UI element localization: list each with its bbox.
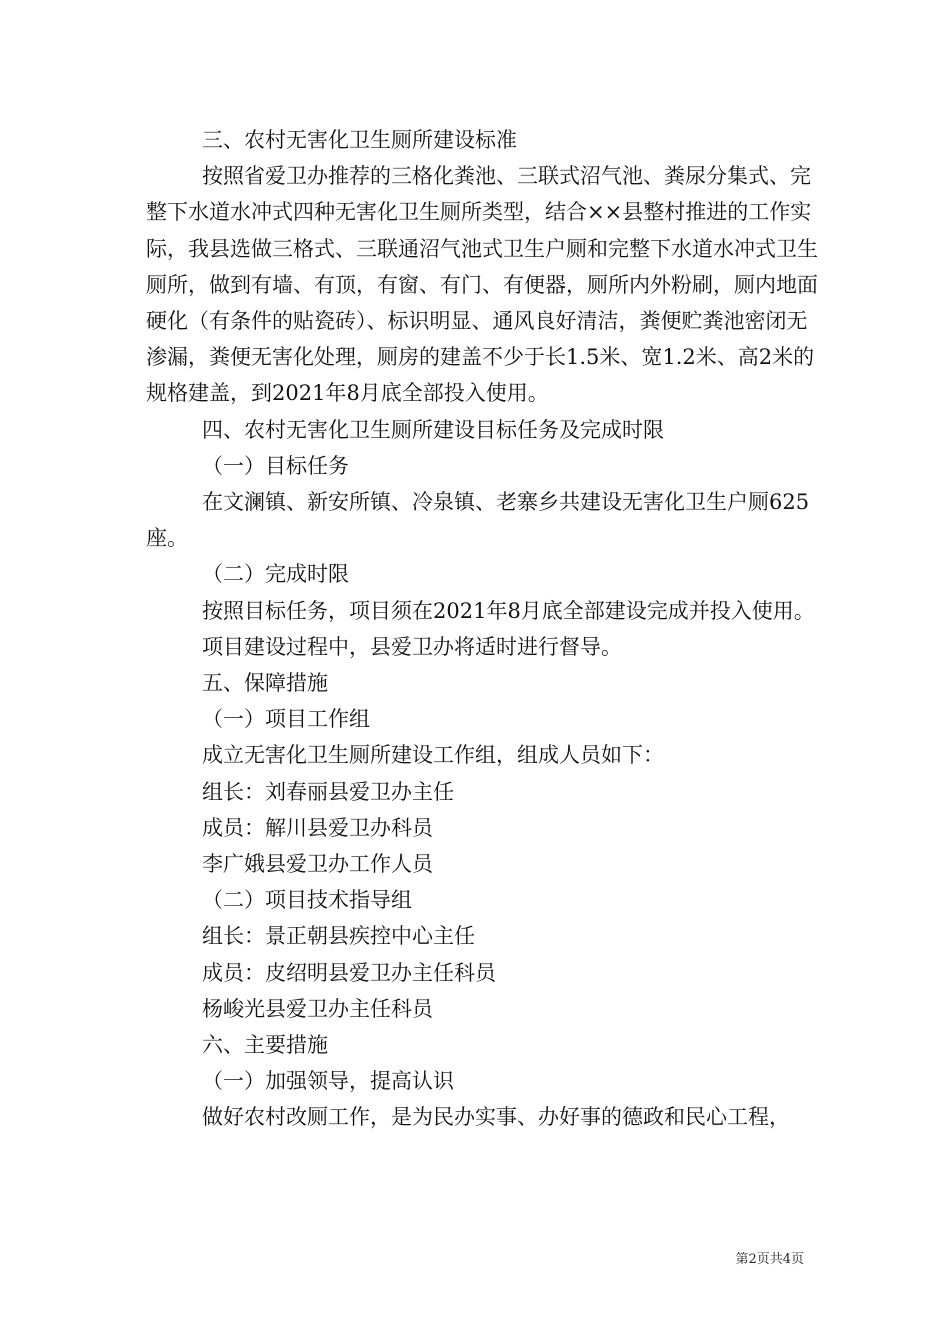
paragraph: 组长：刘春丽县爱卫办主任 [202, 779, 454, 804]
paragraph: 按照目标任务，项目须在2021年8月底全部建设完成并投入使用。 [202, 598, 815, 623]
paragraph: 组长：景正朝县疾控中心主任 [202, 924, 475, 949]
paragraph: 四、农村无害化卫生厕所建设目标任务及完成时限 [202, 417, 664, 442]
paragraph: 项目建设过程中，县爱卫办将适时进行督导。 [202, 634, 622, 659]
paragraph: （二）完成时限 [202, 562, 349, 587]
paragraph: 按照省爱卫办推荐的三格化粪池、三联式沼气池、粪尿分集式、完整下水道水冲式四种无害化卫生厕所类型，结合××县整村推进的工作实际，我县选做三格式、三联通沼气池式卫生户厕和完整下水道水冲式卫生厕所，做到有墙、有顶，有窗、有门、有便器，厕所内外粉刷，厕内地面硬化（有条件的贴瓷砖）、标识明显、通风良好清洁，粪便贮粪池密闭无渗漏，粪便无害化处理，厕房的建盖不少于长1.5米、宽1.2米、高2米的规格建盖，到2021年8月底全部投入使用。 [146, 164, 818, 406]
paragraph: 成员：皮绍明县爱卫办主任科员 [202, 960, 496, 985]
document-body [146, 122, 826, 1136]
paragraph: （一）目标任务 [202, 453, 349, 478]
page-number: 第2页共4页 [735, 1252, 804, 1267]
paragraph: 成员：解川县爱卫办科员 [202, 815, 433, 840]
paragraph: 在文澜镇、新安所镇、冷泉镇、老寨乡共建设无害化卫生户厕625座。 [146, 490, 810, 551]
paragraph: 做好农村改厕工作，是为民办实事、办好事的德政和民心工程， [202, 1105, 790, 1130]
paragraph: 李广娥县爱卫办工作人员 [202, 852, 433, 877]
paragraph: （二）项目技术指导组 [202, 888, 412, 913]
paragraph: （一）加强领导，提高认识 [202, 1069, 454, 1094]
paragraph: 六、主要措施 [202, 1033, 328, 1058]
paragraph: 杨峻光县爱卫办主任科员 [202, 996, 433, 1021]
paragraph: （一）项目工作组 [202, 707, 370, 732]
paragraph: 三、农村无害化卫生厕所建设标准 [202, 128, 517, 152]
paragraph: 五、保障措施 [202, 671, 328, 696]
paragraph: 成立无害化卫生厕所建设工作组，组成人员如下： [202, 743, 664, 768]
